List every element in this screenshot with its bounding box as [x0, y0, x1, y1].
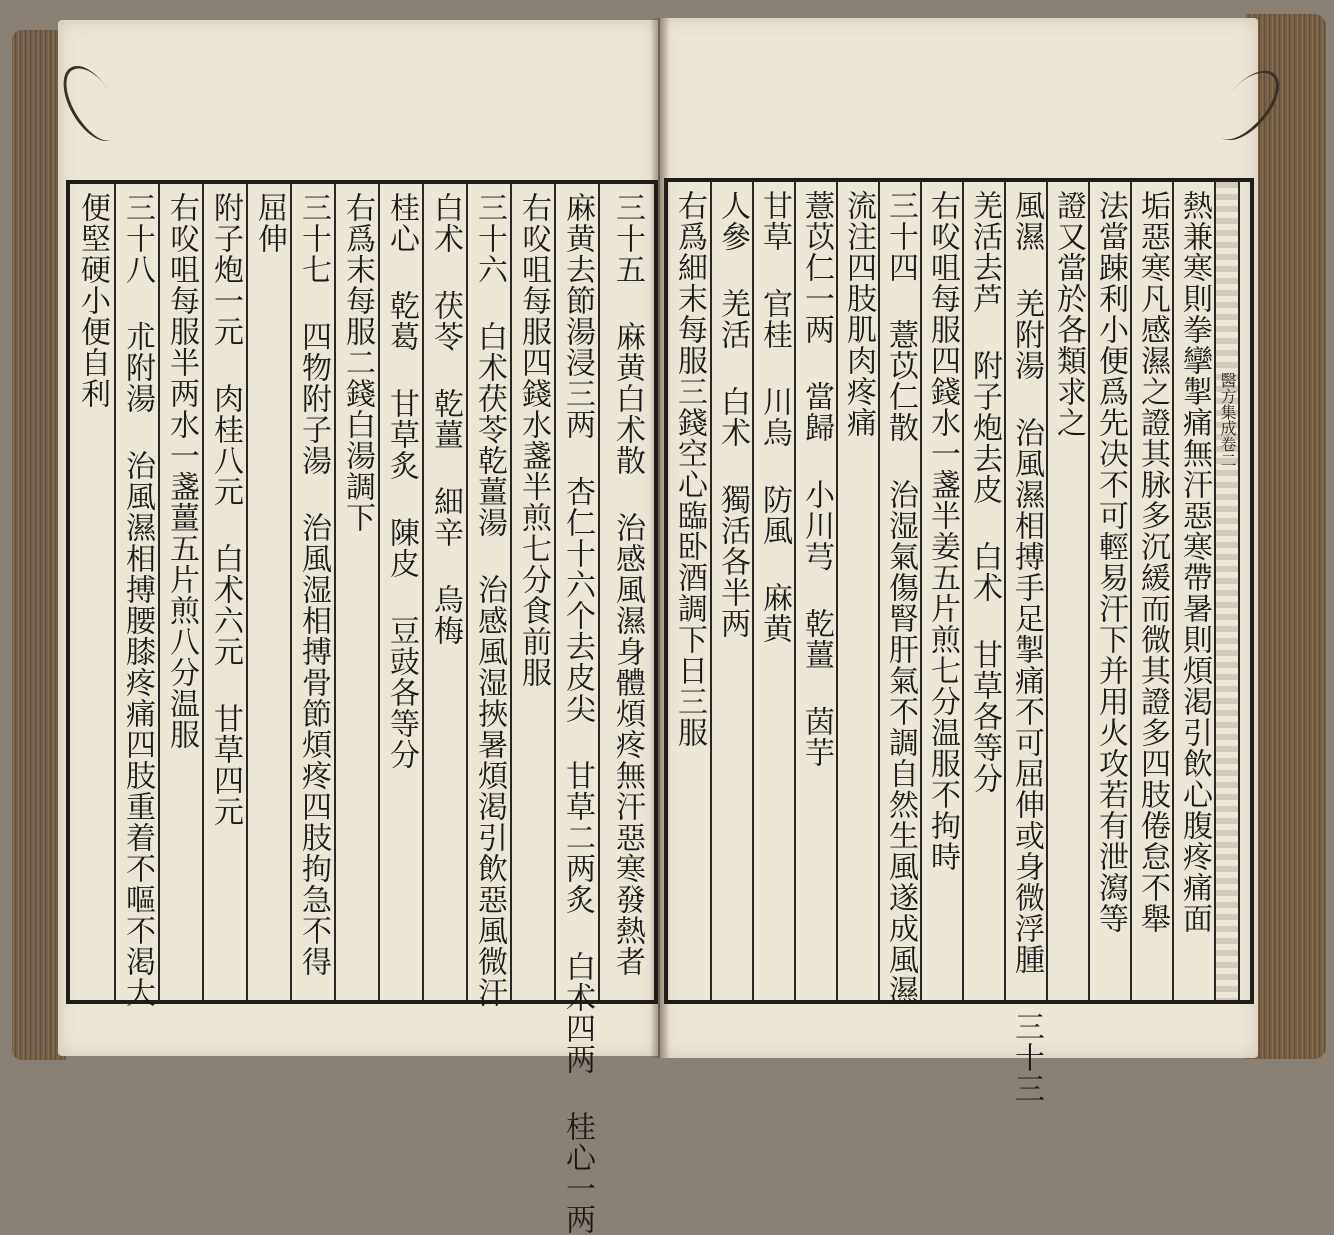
text-column: 屈伸 [246, 184, 290, 1000]
text-column: 證又當於各類求之 [1046, 182, 1088, 1000]
text-column: 垢惡寒凡感濕之證其脉多沉緩而微其證多四肢倦怠不舉 [1130, 182, 1172, 1000]
text-column: 右爲細末每服三錢空心臨卧酒調下日三服 [672, 190, 707, 748]
text-column: 右㕮咀每服四錢水盞半煎七分食前服 [510, 184, 554, 1000]
text-column: 白术 茯苓 乾薑 細辛 烏梅 [422, 184, 466, 1000]
center-fold-strip: 醫方集成卷二 [1214, 182, 1240, 1000]
text-column: 流注四肢肌肉疼痛 [836, 182, 878, 1000]
text-column: 麻黄去節湯浸三两 杏仁十六个去皮尖 甘草二两炙 白术四两 桂心一两 [554, 184, 598, 1000]
text-column: 三十八 朮附湯 治風濕相搏腰膝疼痛四肢重着不嘔不渇大 [114, 184, 158, 1000]
text-column: 右爲末每服二錢白湯調下 [334, 184, 378, 1000]
text-column: 法當踈利小便爲先决不可輕易汗下并用火攻若有泄瀉等 [1088, 182, 1130, 1000]
text-column: 薏苡仁一两 當歸 小川芎 乾薑 茵芋 [794, 182, 836, 1000]
text-column: 人參 羌活 白术 獨活各半两 [710, 182, 752, 1000]
page-edges-right [1246, 14, 1326, 1059]
text-column: 便堅硬小便自利 [75, 192, 110, 409]
text-column: 右㕮咀每服半两水一盞薑五片煎八分温服 [158, 184, 202, 1000]
right-text-frame [664, 178, 1254, 1104]
text-column: 甘草 官桂 川烏 防風 麻黄 [752, 182, 794, 1000]
text-column: 羌活去芦 附子炮去皮 白术 甘草各等分 [962, 182, 1004, 1000]
text-column: 風濕 羌附湯 治風濕相搏手足掣痛不可屈伸或身微浮腫 三十三 [1004, 182, 1046, 1000]
text-column: 三十五 麻黄白术散 治感風濕身體煩疼無汗惡寒發熱者 [598, 184, 654, 1000]
text-column: 右㕮咀每服四錢水一盞半姜五片煎七分温服不拘時 [920, 182, 962, 1000]
text-column: 熱兼寒則拳攣掣痛無汗惡寒帶暑則煩渇引飲心腹疼痛面 [1172, 182, 1214, 1000]
text-column: 三十六 白术茯苓乾薑湯 治感風湿挾暑煩渇引飲惡風微汗 [466, 184, 510, 1000]
left-text-frame [66, 180, 658, 1235]
text-column: 附子炮一元 肉桂八元 白术六元 甘草四元 [202, 184, 246, 1000]
text-column: 三十四 薏苡仁散 治湿氣傷腎肝氣不調自然生風遂成風濕 [878, 182, 920, 1000]
text-column: 三十七 四物附子湯 治風湿相搏骨節煩疼四肢拘急不得 [290, 184, 334, 1000]
text-column: 桂心 乾葛 甘草炙 陳皮 豆豉各等分 [378, 184, 422, 1000]
